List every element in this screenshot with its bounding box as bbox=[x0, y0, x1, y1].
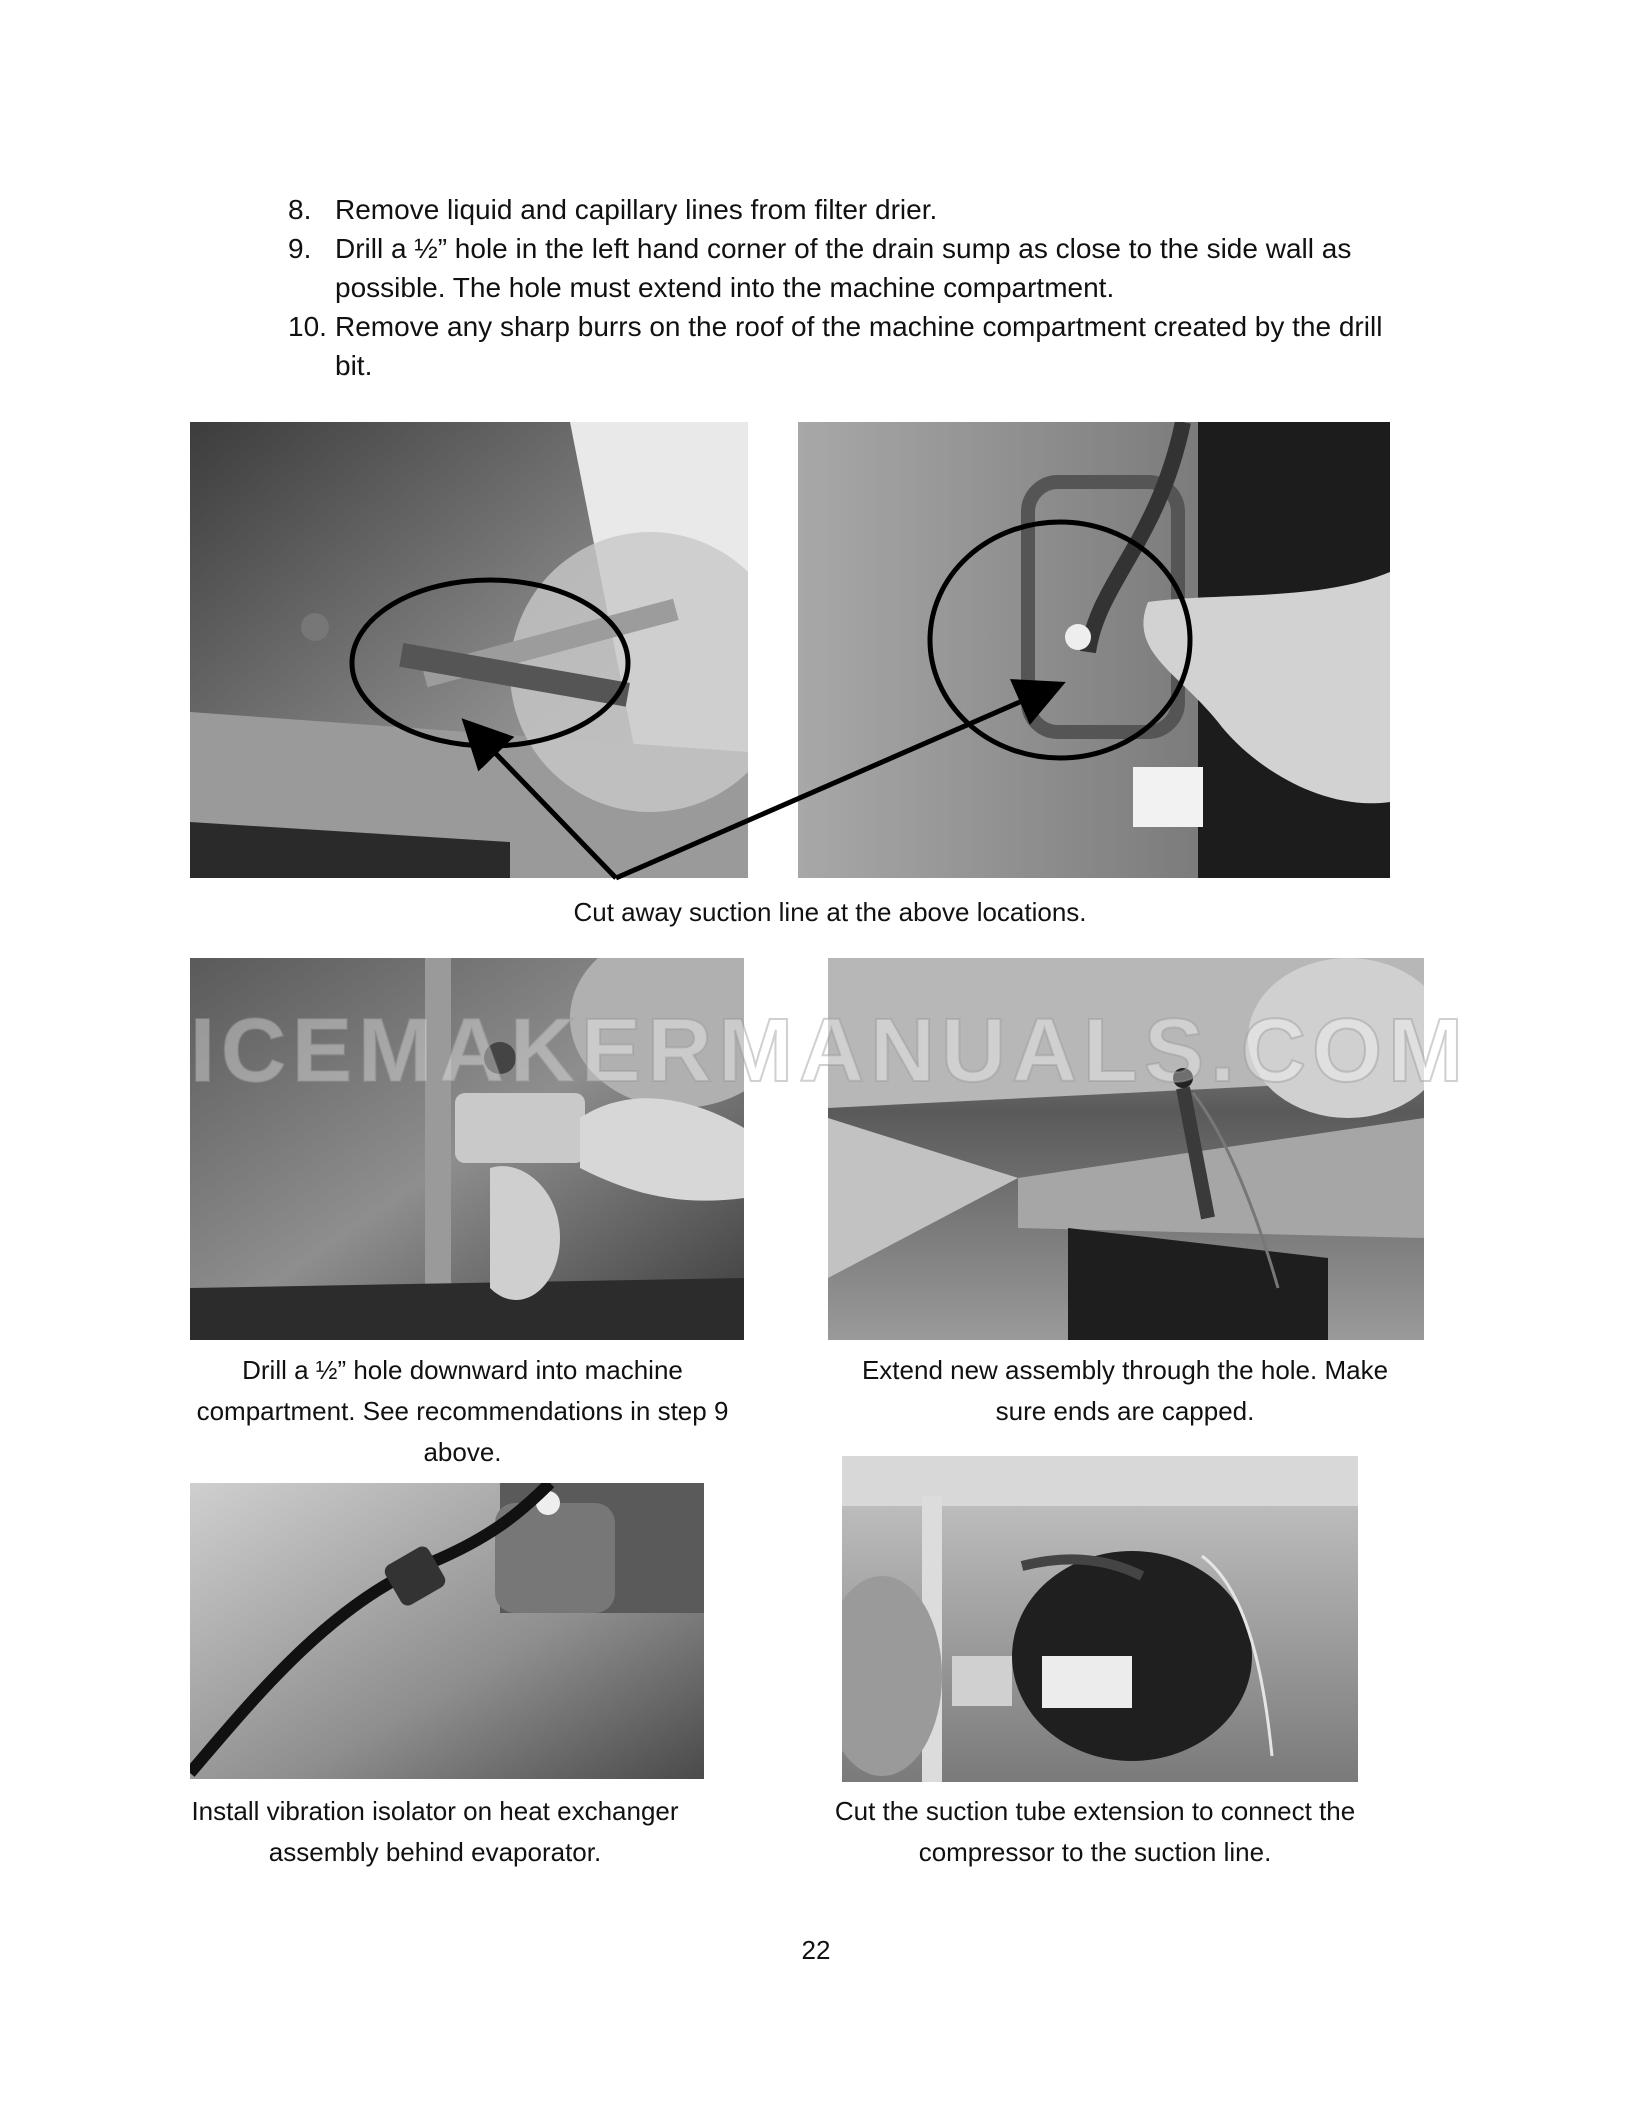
photo-assembly-through-hole bbox=[828, 958, 1424, 1340]
step-text: Drill a ½” hole in the left hand corner of the drain sump as close to the side wall as possible. The hole must extend into the machine compartment. bbox=[335, 233, 1352, 303]
caption-cut-suction-line: Cut away suction line at the above locations. bbox=[573, 897, 1087, 927]
page-number: 22 bbox=[801, 1935, 831, 1965]
photo-cut-suction-line-right bbox=[798, 422, 1390, 878]
step-9 bbox=[288, 229, 1418, 307]
caption-cut-suction-tube: Cut the suction tube extension to connect the compressor to the suction line. bbox=[834, 1796, 1356, 1867]
photo-compressor bbox=[842, 1456, 1358, 1782]
watermark-text: ICEMAKERMANUALS.COM bbox=[190, 1001, 1469, 1101]
step-number: 9. bbox=[288, 233, 312, 264]
step-10 bbox=[288, 307, 1418, 385]
caption-vibration-isolator: Install vibration isolator on heat exchanger assembly behind evaporator. bbox=[191, 1796, 679, 1867]
photo-drill-hole bbox=[190, 958, 744, 1340]
photo-vibration-isolator bbox=[190, 1483, 704, 1779]
step-number: 8. bbox=[288, 194, 312, 225]
step-number: 10. bbox=[288, 311, 327, 342]
step-text: Remove liquid and capillary lines from filter drier. bbox=[335, 194, 938, 225]
step-8 bbox=[288, 190, 1418, 229]
step-text: Remove any sharp burrs on the roof of the machine compartment created by the drill bit. bbox=[335, 311, 1383, 381]
caption-extend-assembly: Extend new assembly through the hole. Make sure ends are capped. bbox=[861, 1355, 1389, 1426]
instruction-steps bbox=[288, 190, 1418, 385]
caption-drill-hole: Drill a ½” hole downward into machine compartment. See recommendations in step 9 above. bbox=[196, 1355, 729, 1467]
photo-cut-suction-line-left bbox=[190, 422, 748, 878]
